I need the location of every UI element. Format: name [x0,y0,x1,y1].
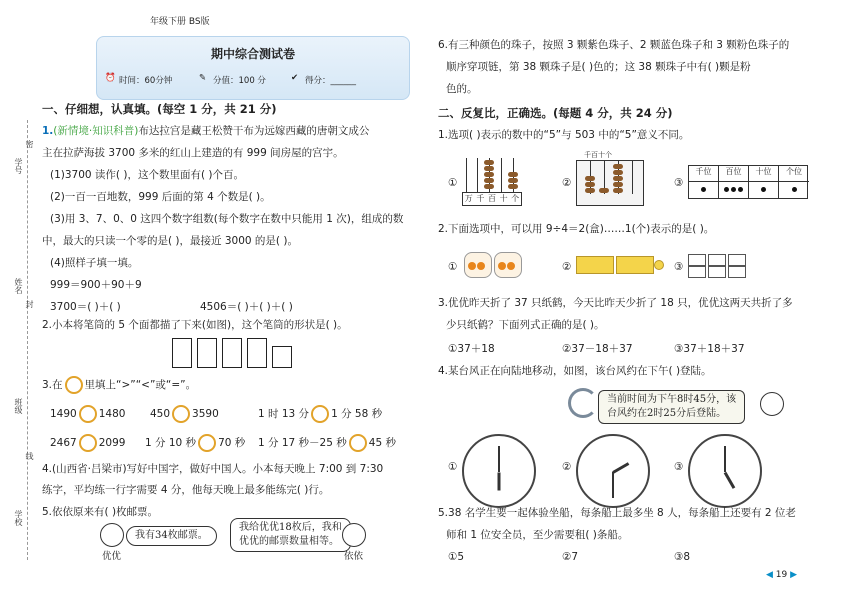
q1-text-a: 布达拉宫是藏王松赞干布为远嫁西藏的唐朝文成公 [138,125,370,137]
q2-text: 2.小本将笔筒的 5 个面都描了下来(如图)，这个笔筒的形状是( )。 [42,319,348,331]
q5-text: 5.依依原来有( )枚邮票。 [42,506,159,518]
compare-circle[interactable] [349,434,367,452]
option-2[interactable]: ② [562,461,572,473]
cmp-left: 2467 [50,437,77,449]
cmp-right: 70 秒 [218,437,246,449]
q1-sub-1: (1)3700 读作( )，这个数里面有( )个百。 [50,169,244,181]
gutter-label-name: 姓名 [14,278,23,294]
q3-prefix: 3.在 [42,379,63,391]
page-number-area [766,570,797,580]
option-1[interactable]: ① [448,461,458,473]
r3-option-2[interactable]: ②37－18＋37 [562,343,633,355]
q1-sub-3a: (3)用 3、7、0、0 这四个数字组数(每个数字在数中只能用 1 次)，组成的数 [50,213,404,225]
r4-text: 4.某台风正在向陆地移动，如图，该台风约在下午( )登陆。 [438,365,712,377]
r3-option-3[interactable]: ③37＋18＋37 [674,343,745,355]
r5-option-3[interactable]: ③8 [674,551,691,563]
got-score: 得分：______ [305,76,357,86]
compare-circle [65,376,83,394]
compare-row-2b [145,434,245,452]
section-2-heading: 二、反复比，正确选。(每题 4 分，共 24 分) [438,106,673,120]
counter-figure [576,150,646,210]
pv-dots [779,182,809,198]
face-rect-4 [247,338,267,368]
cmp-left: 1 分 17 秒－25 秒 [258,437,347,449]
clock-option-2 [576,434,650,508]
yiyi-bubble [230,518,351,552]
r2-text: 2.下面选项中，可以用 9÷4＝2(盒)……1(个)表示的是( )。 [438,223,715,235]
r3-line-b: 少只纸鹤？下面列式正确的是( )。 [446,319,605,331]
next-arrow-icon: ▶ [790,570,798,580]
score-icon: ✎ [199,73,207,83]
counter-label: 千百十个 [584,151,612,159]
yiyi-bubble-line-2: 优优的邮票数量相等。 [239,536,339,547]
cmp-left: 1490 [50,408,77,420]
cmp-right: 2099 [98,437,126,449]
option-2[interactable]: ② [562,261,572,273]
pv-header: 千位 [689,166,719,182]
r4-bubble-line-1: 当前时间为下午8时45分，该 [607,394,737,405]
r5-option-1[interactable]: ①5 [448,551,465,563]
cmp-right: 45 秒 [368,437,396,449]
cmp-left: 1 时 13 分 [258,408,310,420]
seal-char: 线 [25,452,34,460]
boxes-figure [688,248,758,278]
q1-tag: (新情境·知识科普) [53,125,139,137]
pv-dots [689,182,719,198]
clock-icon: ⏰ [105,73,116,83]
gutter-label-school: 学校 [14,510,23,526]
face-square [272,346,292,368]
r5-option-2[interactable]: ②7 [562,551,579,563]
cmp-left: 450 [150,408,171,420]
fruit-bags-figure [464,248,524,278]
cmp-right: 1480 [98,408,126,420]
q1-sub-3b: 中，最大的只读一个零的是( )，最接近 3000 的是( )。 [42,235,298,247]
abacus-figure [462,156,522,206]
cake-trays-figure [576,252,660,276]
compare-row-2 [50,434,125,452]
abacus-label: 个 [511,194,520,203]
pv-dots [749,182,779,198]
compare-row-2c [258,434,396,452]
q4-line-a: 4.(山西省·吕梁市)写好中国字，做好中国人。小本每天晚上 7:00 到 7:30 [42,463,384,475]
face-rect-1 [172,338,192,368]
abacus-label: 千 [476,194,485,203]
cmp-left: 1 分 10 秒 [145,437,197,449]
clock-option-3 [688,434,762,508]
youyou-name: 优优 [102,551,122,562]
section-1-heading: 一、仔细想，认真填。(每空 1 分，共 21 分) [42,102,277,116]
q1-line-a: 1.(新情境·知识科普)布达拉宫是藏王松赞干布为远嫁西藏的唐朝文成公 [42,125,370,137]
q6-line-c: 色的。 [446,83,478,95]
prev-arrow-icon: ◀ [766,570,773,580]
cmp-right: 3590 [192,408,219,420]
abacus-label: 十 [499,194,508,203]
compare-circle[interactable] [79,434,97,452]
r5-line-a: 5.38 名学生要一起体验坐船，每条船上最多坐 8 人，每条船上还要有 2 位老 [438,507,796,519]
pv-header: 百位 [719,166,749,182]
compare-circle[interactable] [172,405,190,423]
abacus-label: 百 [487,194,496,203]
time-info: 时间：60分钟 [119,76,173,86]
yiyi-bubble-line-1: 我给优优18枚后，我和 [239,522,342,533]
yiyi-avatar [342,523,366,547]
pv-header: 十位 [749,166,779,182]
r1-text: 1.选项( )表示的数中的“5”与 503 中的“5”意义不同。 [438,129,690,141]
r4-bubble [598,390,745,424]
q1-fill-2: 4506＝( )＋( )＋( ) [200,301,293,313]
q6-line-b: 顺序穿项链，第 38 颗珠子是( )色的；这 38 颗珠子中有( )颗是粉 [446,61,751,73]
r5-line-b: 师和 1 位安全员，至少需要租( )条船。 [446,529,629,541]
pv-dots [719,182,749,198]
check-icon: ✔ [291,73,299,83]
youyou-bubble: 我有34枚邮票。 [126,526,217,546]
compare-circle[interactable] [79,405,97,423]
abacus-label: 万 [464,194,473,203]
compare-circle[interactable] [198,434,216,452]
place-value-chart [688,165,808,199]
q3-text [42,376,196,394]
q1-fill-1: 3700＝( )＋( ) [50,301,121,313]
page-title: 期中综合测试卷 [210,47,295,61]
cmp-right: 1 分 58 秒 [331,408,383,420]
title-box [96,36,410,100]
face-rect-2 [197,338,217,368]
face-rect-3 [222,338,242,368]
binding-gutter [0,0,38,596]
compare-row-1c [258,405,382,423]
grade-header: 年级下册 BS版 [150,17,210,27]
option-3[interactable]: ③ [674,461,684,473]
option-1[interactable]: ① [448,261,458,273]
score-info: 分值：100 分 [213,76,266,86]
compare-circle[interactable] [311,405,329,423]
compare-row-1b [150,405,219,423]
seal-char: 封 [25,300,34,308]
q4-line-b: 练字，平均练一行字需要 4 分，他每天晚上最多能练完( )行。 [42,484,330,496]
typhoon-icon [566,386,596,420]
q1-sub-4: (4)照样子填一填。 [50,257,139,269]
gutter-label-class: 班级 [14,398,23,414]
yiyi-name: 依依 [344,551,364,562]
gutter-label-student-id: 学号 [14,158,23,174]
q1-line-b: 主在拉萨海拔 3700 多米的红山上建造的有 999 间房屋的宫宇。 [42,147,344,159]
q1-sub-2: (2)一百一百地数，999 后面的第 4 个数是( )。 [50,191,271,203]
q3-suffix: 里填上“>”“<”或“=”。 [84,379,197,391]
option-1[interactable]: ① [448,177,458,189]
option-3[interactable]: ③ [674,177,684,189]
r3-option-1[interactable]: ①37＋18 [448,343,495,355]
q1-example: 999＝900＋90＋9 [50,279,142,291]
teacher-avatar [760,392,784,416]
compare-row-1 [50,405,125,423]
q6-line-a: 6.有三种颜色的珠子，按照 3 颗紫色珠子、2 颗蓝色珠子和 3 颗粉色珠子的 [438,39,790,51]
r3-line-a: 3.优优昨天折了 37 只纸鹤，今天比昨天少折了 18 只，优优这两天共折了多 [438,297,793,309]
clock-option-1 [462,434,536,508]
pv-header: 个位 [779,166,809,182]
option-2[interactable]: ② [562,177,572,189]
page-number: 19 [775,570,788,580]
r4-bubble-line-2: 台风约在2时25分后登陆。 [607,408,727,419]
youyou-avatar [100,523,124,547]
seal-line [27,120,28,560]
option-3[interactable]: ③ [674,261,684,273]
seal-char: 密 [25,140,34,148]
